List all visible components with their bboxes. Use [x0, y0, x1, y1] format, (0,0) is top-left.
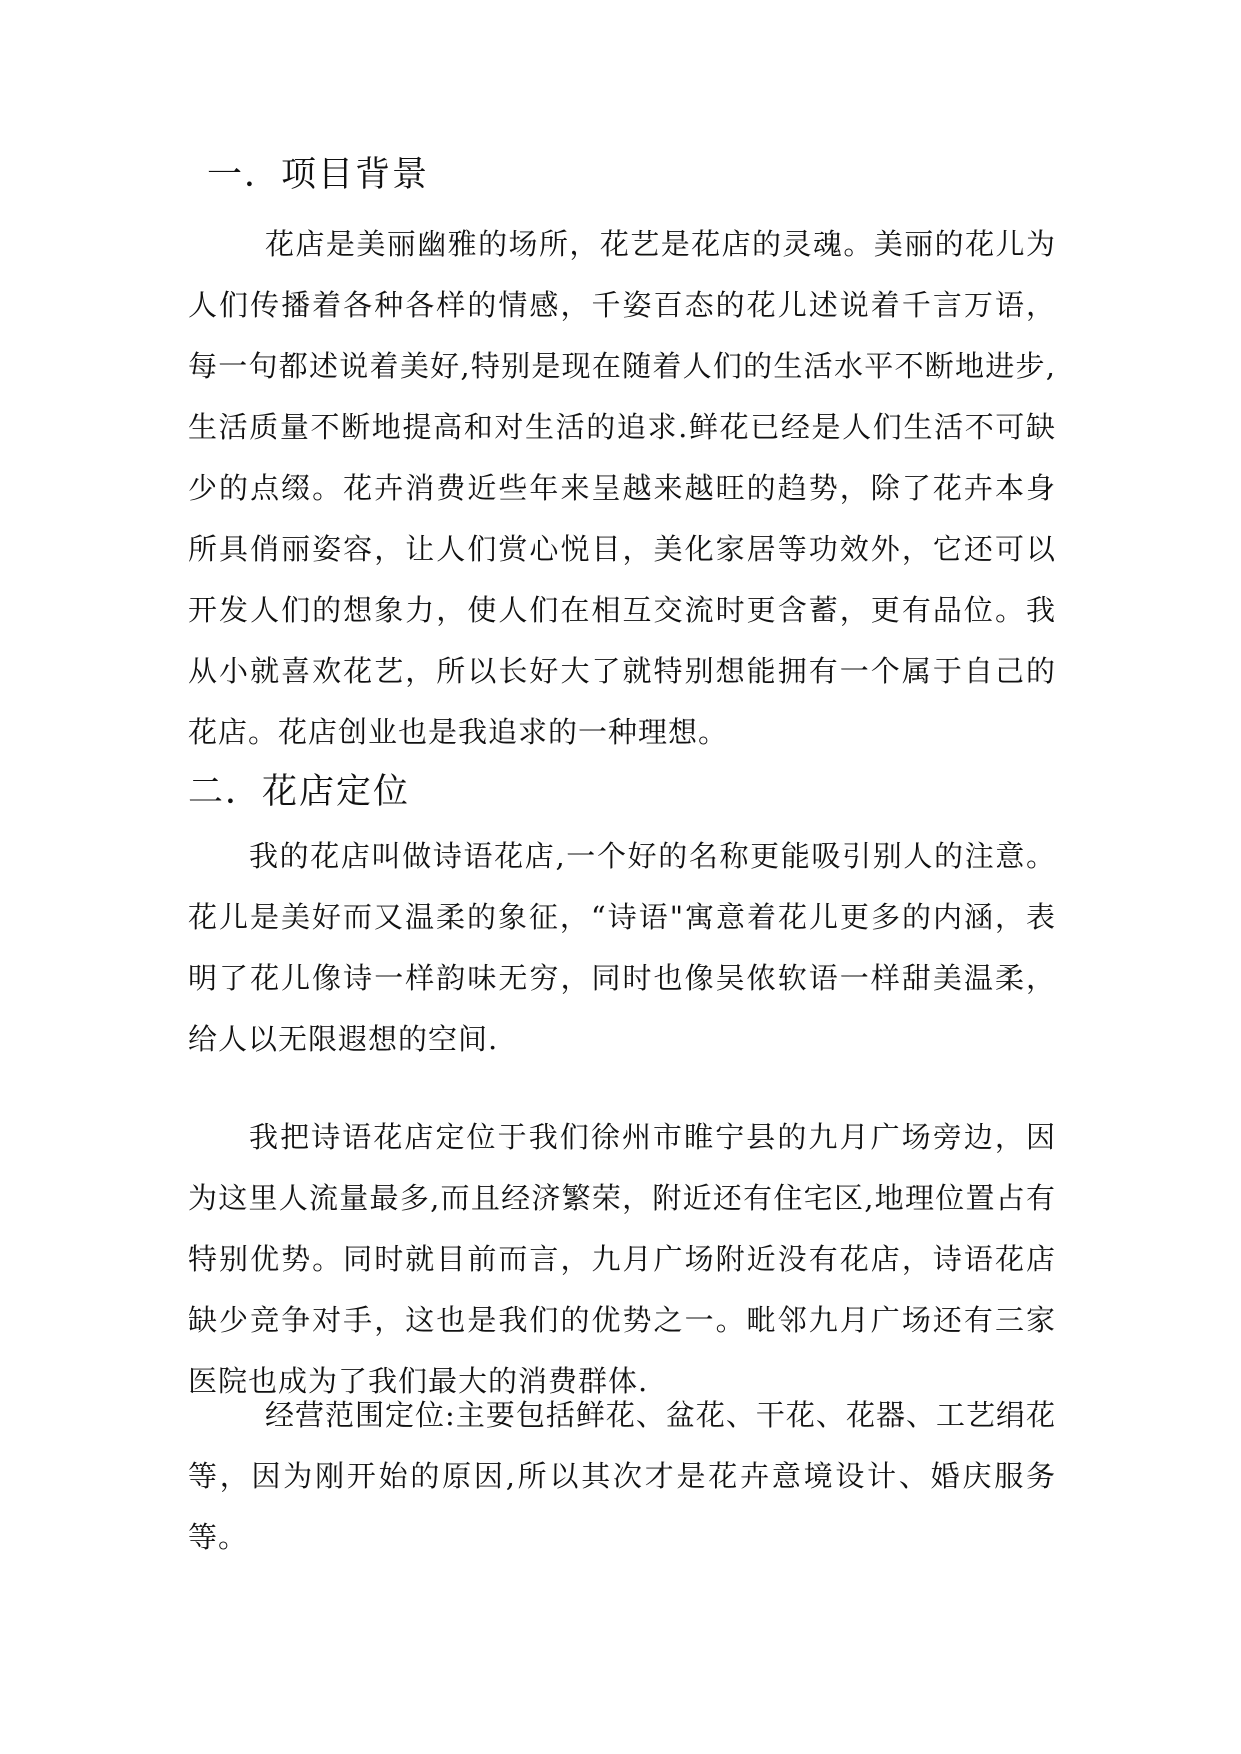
section-heading-shop-positioning: 二．花店定位 — [188, 772, 411, 812]
paragraph-shop-location: 我把诗语花店定位于我们徐州市睢宁县的九月广场旁边，因为这里人流量最多,而且经济繁荣，附近还有住宅区,地理位置占有特别优势。同时就目前而言，九月广场附近没有花店，诗语花店缺少竞争对手，这也是我们的优势之一。毗邻九月广场还有三家医院也成为了我们最大的消费群体. — [188, 1120, 1056, 1398]
paragraph-business-scope: 经营范围定位:主要包括鲜花、盆花、干花、花器、工艺绢花等，因为刚开始的原因,所以其次才是花卉意境设计、婚庆服务等。 — [188, 1398, 1056, 1554]
section-heading-project-background: 一．项目背景 — [207, 155, 430, 195]
paragraph-shop-name: 我的花店叫做诗语花店,一个好的名称更能吸引别人的注意。花儿是美好而又温柔的象征，“诗语"寓意着花儿更多的内涵，表明了花儿像诗一样韵味无穷，同时也像吴侬软语一样甜美温柔，给人以无限遐想的空间. — [188, 839, 1056, 1056]
paragraph-project-background: 花店是美丽幽雅的场所，花艺是花店的灵魂。美丽的花儿为人们传播着各种各样的情感，千姿百态的花儿述说着千言万语，每一句都述说着美好,特别是现在随着人们的生活水平不断地进步,生活质量不断地提高和对生活的追求.鲜花已经是人们生活不可缺少的点缀。花卉消费近些年来呈越来越旺的趋势，除了花卉本身所具俏丽姿容，让人们赏心悦目，美化家居等功效外，它还可以开发人们的想象力，使人们在相互交流时更含蓄，更有品位。我从小就喜欢花艺，所以长好大了就特别想能拥有一个属于自己的花店。花店创业也是我追求的一种理想。 — [188, 227, 1056, 749]
